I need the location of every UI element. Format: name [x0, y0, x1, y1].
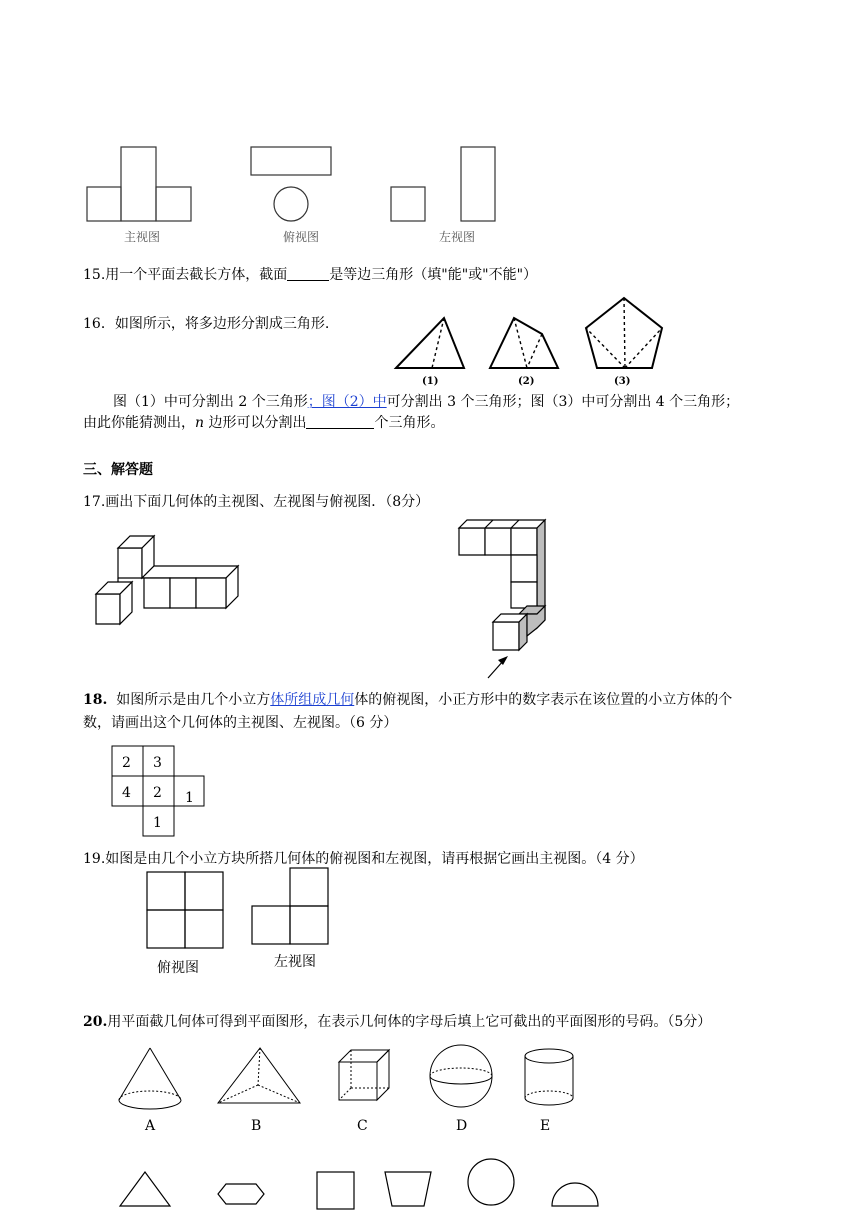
- shape-trapezoid: [385, 1172, 431, 1206]
- shape-circle: [468, 1159, 514, 1205]
- q18-line1: 18. 如图所示是由几个小立方体所组成几何体的俯视图，小正方形中的数字表示在该位置的小立方体的个: [83, 692, 733, 708]
- caption-front-view: 主视图: [124, 230, 161, 244]
- grid-cell: 4: [122, 785, 131, 801]
- section-heading: 三、解答题: [83, 462, 153, 478]
- grid-cell: 2: [153, 785, 162, 801]
- q16-line2: 由此你能猜测出，n 边形可以分割出 个三角形。: [83, 415, 445, 431]
- caption-side-view: 左视图: [439, 230, 476, 244]
- q15-text: 15.用一个平面去截长方体，截面 是等边三角形（填"能"或"不能"）: [83, 267, 538, 283]
- q19-prompt: 19.如图是由几个小立方块所搭几何体的俯视图和左视图，请再根据它画出主视图。（4 分）: [83, 851, 644, 867]
- fig-label-2: (2): [518, 376, 535, 387]
- solid-label-a: A: [145, 1118, 156, 1134]
- shape-semicircle: [552, 1183, 598, 1206]
- shape-hexagon: [218, 1184, 264, 1204]
- grid-cell: 2: [122, 755, 131, 771]
- q18-link[interactable]: 体所组成几何: [270, 692, 355, 708]
- q16-link[interactable]: ；图（2）中: [307, 394, 387, 410]
- fig-label-3: (3): [614, 376, 631, 387]
- grid-cell: 1: [153, 815, 162, 831]
- grid-cell: 3: [153, 755, 162, 771]
- caption-top-view-19: 俯视图: [157, 960, 199, 976]
- q18-line2: 数，请画出这个几何体的主视图、左视图。（6 分）: [83, 715, 398, 731]
- q20-prompt: 20.用平面截几何体可得到平面图形，在表示几何体的字母后填上它可截出的平面图形的号码。（5分）: [83, 1014, 712, 1030]
- fig-label-1: (1): [422, 376, 439, 387]
- q16-prompt: 16．如图所示，将多边形分割成三角形.: [83, 316, 330, 332]
- q16-line1: 图（1）中可分割出 2 个三角形；图（2）中可分割出 3 个三角形；图（3）中可分割出 4 个三角形；: [113, 394, 740, 410]
- caption-side-view-19: 左视图: [274, 954, 316, 970]
- solid-label-b: B: [251, 1118, 262, 1134]
- solid-label-d: D: [456, 1118, 468, 1134]
- shape-triangle: [120, 1172, 170, 1206]
- solid-label-e: E: [540, 1118, 551, 1134]
- caption-top-view: 俯视图: [283, 230, 320, 244]
- solid-label-c: C: [357, 1118, 368, 1134]
- grid-cell: 1: [185, 790, 194, 806]
- shape-square: [317, 1172, 354, 1209]
- q17-prompt: 17.画出下面几何体的主视图、左视图与俯视图．（8分）: [83, 494, 430, 510]
